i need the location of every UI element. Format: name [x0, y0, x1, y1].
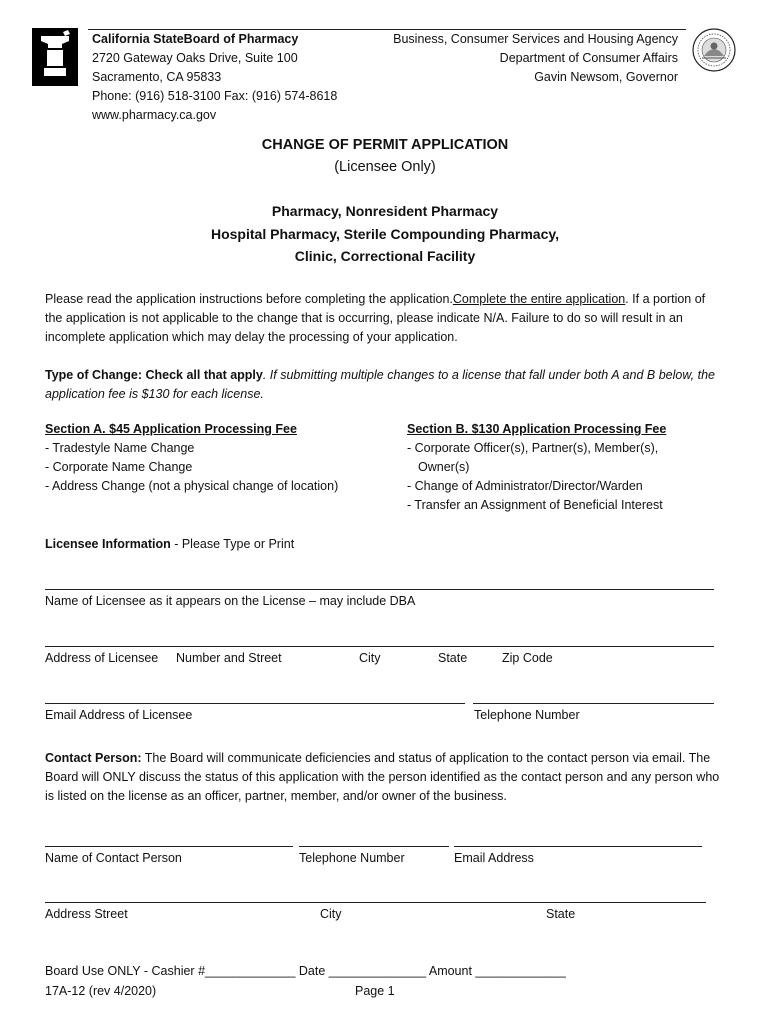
facility-types-line2: Hospital Pharmacy, Sterile Compounding Pharmacy, [210, 226, 559, 242]
section-a-item[interactable]: - Address Change (not a physical change of location) [45, 479, 339, 493]
contact-name-field[interactable] [45, 846, 293, 847]
section-b-heading: Section B. $130 Application Processing Fee [407, 422, 667, 436]
type-of-change-note: . If submitting multiple changes to a license that fall under both A and B below, the application fee is $130 for each license. [45, 368, 715, 401]
section-b-item[interactable]: - Transfer an Assignment of Beneficial Interest [407, 498, 663, 512]
contact-address-field[interactable] [45, 902, 706, 903]
licensee-info-title: Licensee Information [45, 537, 171, 551]
contact-person-label: Contact Person: [45, 751, 142, 765]
instructions-emphasis: Complete the entire application [452, 292, 626, 306]
contact-email-label: Email Address [454, 851, 534, 865]
facility-types-line1: Pharmacy, Nonresident Pharmacy [271, 203, 499, 219]
licensee-phone-label: Telephone Number [474, 708, 580, 722]
section-a-item[interactable]: - Corporate Name Change [45, 460, 193, 474]
licensee-address-field[interactable] [45, 646, 714, 647]
type-of-change-label: Type of Change: Check all that apply [45, 368, 263, 382]
mortar-pestle-logo [32, 28, 78, 86]
board-use-only-line: Board Use ONLY - Cashier #_____________ Date ______________ Amount _____________ [45, 964, 566, 978]
form-title: CHANGE OF PERMIT APPLICATION [261, 137, 509, 153]
licensee-email-label: Email Address of Licensee [45, 708, 193, 722]
agency-name: Business, Consumer Services and Housing Agency [393, 32, 678, 46]
section-b-item[interactable]: - Change of Administrator/Director/Warden [407, 479, 643, 493]
form-id: 17A-12 (rev 4/2020) [45, 984, 157, 998]
contact-phone-field[interactable] [299, 846, 449, 847]
section-a-heading: Section A. $45 Application Processing Fee [45, 422, 297, 436]
instructions-paragraph [45, 290, 725, 347]
section-b-item[interactable]: - Corporate Officer(s), Partner(s), Member(s), [407, 441, 659, 455]
form-subtitle: (Licensee Only) [334, 159, 436, 175]
state-label: State [438, 651, 468, 665]
section-b-item-continued: Owner(s) [418, 460, 470, 474]
contact-street-label: Address Street [45, 907, 128, 921]
type-of-change-paragraph [45, 366, 725, 404]
instructions-text-2: . If a portion of the application is not applicable to the change that is occurring, please indicate N/A. Failure to do so will result in an incomplete application which may delay the processing of your application. [45, 292, 706, 344]
contact-email-field[interactable] [454, 846, 702, 847]
licensee-email-field[interactable] [45, 703, 465, 704]
board-address-line1: 2720 Gateway Oaks Drive, Suite 100 [92, 51, 298, 65]
zip-code-label: Zip Code [502, 651, 553, 665]
licensee-info-heading [45, 537, 294, 551]
licensee-info-note: - Please Type or Print [170, 537, 295, 551]
page-number: Page 1 [355, 984, 395, 998]
licensee-phone-field[interactable] [473, 703, 714, 704]
contact-person-text: The Board will communicate deficiencies and status of application to the contact person via email. The Board will ONLY discuss the status of this application with the person identified as the contact person and any person who is listed on the license as an officer, partner, member, and/or owner of the business. [45, 751, 720, 803]
facility-types-line3: Clinic, Correctional Facility [294, 248, 476, 264]
licensee-name-field[interactable] [45, 589, 714, 590]
licensee-address-label: Address of Licensee [45, 651, 159, 665]
contact-city-label: City [320, 907, 342, 921]
contact-phone-label: Telephone Number [299, 851, 405, 865]
section-a-item[interactable]: - Tradestyle Name Change [45, 441, 195, 455]
contact-person-paragraph [45, 749, 725, 806]
contact-state-label: State [546, 907, 576, 921]
department-name: Department of Consumer Affairs [499, 51, 678, 65]
licensee-name-label: Name of Licensee as it appears on the License – may include DBA [45, 594, 416, 608]
governor-name: Gavin Newsom, Governor [534, 70, 678, 84]
board-phone-fax: Phone: (916) 518-3100 Fax: (916) 574-8618 [92, 89, 338, 103]
board-website: www.pharmacy.ca.gov [92, 108, 217, 122]
instructions-text-1: Please read the application instructions before completing the application. [45, 292, 453, 306]
number-street-label: Number and Street [176, 651, 282, 665]
contact-name-label: Name of Contact Person [45, 851, 182, 865]
board-name: California StateBoard of Pharmacy [92, 32, 299, 46]
state-seal [692, 28, 736, 72]
city-label: City [359, 651, 381, 665]
board-address-line2: Sacramento, CA 95833 [92, 70, 222, 84]
